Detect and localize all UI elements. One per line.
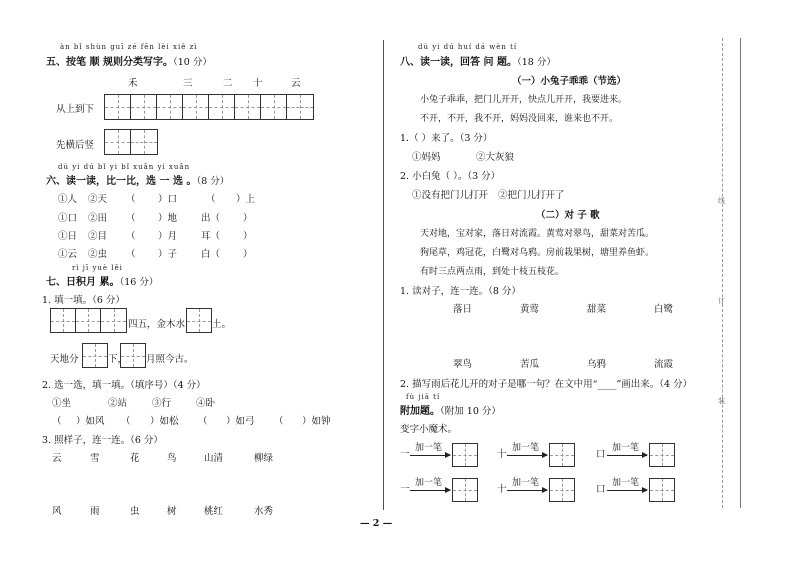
poem1-title: （一）小兔子乖乖（节选） bbox=[512, 76, 627, 87]
q7-opt-1: ①坐 bbox=[52, 398, 72, 409]
binding-solid-line bbox=[740, 38, 741, 508]
q5-row2-label: 先横后竖 bbox=[56, 140, 95, 151]
q8-sub2-opt1: ①没有把门儿打开 bbox=[412, 190, 489, 201]
q7-sub1-text2a: 天地分 bbox=[50, 354, 79, 365]
q7-bottom-2[interactable]: 雨 bbox=[90, 506, 100, 517]
q8-sub4: 2. 描写雨后花儿开的对子是哪一句？在文中用“____”画出来。（4 分） bbox=[400, 379, 693, 390]
q7-sub1: 1. 填一填。（6 分） bbox=[42, 295, 125, 306]
bonus-char-6: 口 bbox=[596, 484, 606, 495]
q7-blank-4[interactable]: （ bbox=[274, 416, 284, 427]
q5-char-4: 十 bbox=[253, 78, 263, 89]
poem1-line-2: 不开，不开，我不开，妈妈没回来，谁来也不开。 bbox=[420, 114, 619, 124]
q8-top-3[interactable]: 甜菜 bbox=[587, 304, 607, 315]
q6-row3-b: ②目 bbox=[88, 231, 108, 242]
q7-sub1-box4[interactable] bbox=[120, 343, 146, 368]
bonus-box-4[interactable] bbox=[452, 478, 478, 502]
q6-row3-a: ①日 bbox=[58, 231, 78, 242]
q7-top-5[interactable]: 山清 bbox=[204, 453, 224, 464]
q7-blank-1-text: ）如风 bbox=[76, 416, 105, 427]
q6-row4-paren2[interactable]: ） bbox=[243, 249, 253, 260]
q8-bottom-1[interactable]: 翠鸟 bbox=[453, 359, 473, 370]
q7-top-6[interactable]: 柳绿 bbox=[254, 453, 274, 464]
q7-title: 七、日积月 累。（16 分） bbox=[46, 277, 159, 288]
q8-sub2: 2. 小白兔（ ）。（3 分） bbox=[400, 171, 501, 182]
q6-row2-paren[interactable]: （ bbox=[126, 213, 136, 224]
q6-row4-b: ②虫 bbox=[88, 249, 108, 260]
q7-sub1-text2c: 月照今古。 bbox=[146, 354, 194, 365]
q7-sub3: 3. 照样子，连一连。（6 分） bbox=[42, 435, 163, 446]
q6-title: 六、读一读，比一比，选 一 选 。（8 分） bbox=[46, 176, 230, 187]
bonus-char-1: 一 bbox=[400, 449, 410, 460]
column-divider bbox=[383, 40, 384, 510]
q7-top-4[interactable]: 鸟 bbox=[167, 453, 177, 464]
q8-bottom-4[interactable]: 流霞 bbox=[654, 359, 674, 370]
bonus-box-6[interactable] bbox=[649, 478, 675, 502]
poem2-title: （二）对 子 歌 bbox=[536, 210, 600, 221]
arrow-icon bbox=[410, 455, 450, 456]
q6-row2-a: ①口 bbox=[58, 213, 78, 224]
q7-blank-4-text: ）如钟 bbox=[302, 416, 331, 427]
q6-row2-b: ②田 bbox=[88, 213, 108, 224]
bonus-label-2: 加一笔 bbox=[512, 443, 540, 453]
q6-row4-word2: 白（ bbox=[201, 249, 221, 260]
bonus-subtitle: 变字小魔术。 bbox=[400, 424, 458, 435]
q8-bottom-2[interactable]: 苦瓜 bbox=[520, 359, 540, 370]
q5-pinyin: àn bǐ shùn guī zé fēn lèi xiě zì bbox=[60, 43, 198, 51]
q6-row4-word: ）子 bbox=[158, 249, 178, 260]
bonus-box-1[interactable] bbox=[452, 443, 478, 467]
q7-bottom-5[interactable]: 桃红 bbox=[204, 506, 224, 517]
q7-sub1-text1-end: 土。 bbox=[212, 319, 232, 330]
q5-char-1: 禾 bbox=[128, 78, 138, 89]
q7-bottom-4[interactable]: 树 bbox=[167, 506, 177, 517]
q8-sub1-opt1: ①妈妈 bbox=[412, 152, 441, 163]
bonus-char-5: 十 bbox=[497, 484, 507, 495]
q5-char-3: 二 bbox=[223, 78, 233, 89]
q7-opt-3: ③行 bbox=[152, 398, 172, 409]
q7-opt-2: ②站 bbox=[108, 398, 128, 409]
q5-title: 五、按笔 顺 规则分类写字。（10 分） bbox=[46, 57, 212, 68]
margin-mark-1: 线 bbox=[718, 197, 725, 205]
margin-mark-3: 装 bbox=[718, 397, 725, 405]
q8-sub2-opt2: ②把门儿打开了 bbox=[498, 190, 565, 201]
q7-top-2[interactable]: 雪 bbox=[90, 453, 100, 464]
bonus-box-5[interactable] bbox=[549, 478, 575, 502]
q7-bottom-3[interactable]: 虫 bbox=[130, 506, 140, 517]
q5-row2-boxes[interactable] bbox=[104, 129, 158, 155]
bonus-box-2[interactable] bbox=[549, 443, 575, 467]
q8-pinyin: dú yi dú huí dá wèn tí bbox=[418, 43, 518, 51]
q6-pinyin: dú yi dú bǐ yi bǐ xuǎn yi xuǎn bbox=[58, 163, 191, 171]
q7-sub1-box3[interactable] bbox=[82, 343, 108, 368]
q7-sub1-box2[interactable] bbox=[186, 308, 212, 333]
q6-row2-word: ）地 bbox=[158, 213, 178, 224]
arrow-icon bbox=[607, 455, 647, 456]
q8-sub3: 1. 读对子，连一连。（8 分） bbox=[400, 286, 521, 297]
q7-sub1-text2b: 下， bbox=[108, 354, 128, 365]
binding-dotted-line bbox=[722, 38, 723, 508]
bonus-box-3[interactable] bbox=[649, 443, 675, 467]
q7-sub1-boxes1[interactable] bbox=[50, 308, 127, 333]
bonus-char-4: 一 bbox=[400, 484, 410, 495]
q7-bottom-1[interactable]: 风 bbox=[52, 506, 62, 517]
q7-sub2: 2. 选一选，填一填。（填序号）（4 分） bbox=[42, 380, 206, 391]
q6-row4-a: ①云 bbox=[58, 249, 78, 260]
arrow-icon bbox=[607, 490, 647, 491]
q6-row2-word2: 出（ bbox=[201, 213, 221, 224]
q7-bottom-6[interactable]: 水秀 bbox=[254, 506, 274, 517]
q6-row2-paren2[interactable]: ） bbox=[243, 213, 253, 224]
q6-row1-paren[interactable]: （ bbox=[126, 194, 136, 205]
bonus-char-3: 口 bbox=[596, 449, 606, 460]
q8-top-2[interactable]: 黄莺 bbox=[520, 304, 540, 315]
q8-top-1[interactable]: 落日 bbox=[453, 304, 473, 315]
q5-char-2: 三 bbox=[183, 78, 193, 89]
q6-row1-b: ②天 bbox=[88, 194, 108, 205]
q8-sub1-opt2: ②大灰狼 bbox=[476, 152, 515, 163]
q7-top-1[interactable]: 云 bbox=[52, 453, 62, 464]
q6-row1-a: ①人 bbox=[58, 194, 78, 205]
poem2-line-2: 狗尾草，鸡冠花，白鹭对乌鸦。房前栽果树，塘里养鱼虾。 bbox=[420, 248, 655, 258]
bonus-label-1: 加一笔 bbox=[415, 443, 443, 453]
q5-row1-boxes[interactable] bbox=[104, 94, 314, 120]
page-number: — 2 — bbox=[360, 518, 393, 529]
margin-mark-2: 订 bbox=[718, 297, 725, 305]
q7-blank-1[interactable]: （ bbox=[52, 416, 62, 427]
bonus-label-5: 加一笔 bbox=[512, 478, 540, 488]
q5-row1-label: 从上到下 bbox=[56, 104, 95, 115]
q6-row1-word: ）口 bbox=[158, 194, 178, 205]
q6-row3-word: ）月 bbox=[158, 231, 178, 242]
q7-blank-3-text: ）如弓 bbox=[226, 416, 255, 427]
bonus-pinyin: fù jiā tí bbox=[406, 393, 441, 401]
poem2-line-1: 天对地，宝对家，落日对流霞。黄莺对翠鸟，甜菜对苦瓜。 bbox=[420, 229, 655, 239]
q6-row1-paren2[interactable]: （ bbox=[206, 194, 216, 205]
arrow-icon bbox=[410, 490, 450, 491]
q8-top-4[interactable]: 白鹭 bbox=[654, 304, 674, 315]
q6-row3-word2: 耳（ bbox=[201, 231, 221, 242]
arrow-icon bbox=[507, 455, 547, 456]
q6-row1-word2: ）上 bbox=[236, 194, 256, 205]
q8-title: 八、读一读，回答 问 题。（18 分） bbox=[400, 57, 556, 68]
bonus-char-2: 十 bbox=[497, 449, 507, 460]
q7-sub1-text1: 四五，金木水 bbox=[128, 319, 186, 330]
q8-sub1: 1.（ ）来了。（3 分） bbox=[400, 133, 493, 144]
q6-row3-paren[interactable]: （ bbox=[126, 231, 136, 242]
poem1-line-1: 小兔子乖乖，把门儿开开，快点儿开开，我要进来。 bbox=[420, 95, 628, 105]
q5-char-5: 云 bbox=[291, 78, 301, 89]
q7-blank-2[interactable]: （ bbox=[121, 416, 131, 427]
q7-opt-4: ④卧 bbox=[196, 398, 216, 409]
q7-pinyin: rì jī yuè lěi bbox=[72, 264, 123, 272]
bonus-label-4: 加一笔 bbox=[415, 478, 443, 488]
q7-blank-2-text: ）如松 bbox=[150, 416, 179, 427]
bonus-label-6: 加一笔 bbox=[612, 478, 640, 488]
arrow-icon bbox=[507, 490, 547, 491]
q6-row4-paren[interactable]: （ bbox=[126, 249, 136, 260]
bonus-title: 附加题。（附加 10 分） bbox=[400, 406, 501, 417]
poem2-line-3: 有时三点两点雨，到处十枝五枝花。 bbox=[420, 267, 565, 277]
q6-row3-paren2[interactable]: ） bbox=[243, 231, 253, 242]
bonus-label-3: 加一笔 bbox=[612, 443, 640, 453]
q7-blank-3[interactable]: （ bbox=[198, 416, 208, 427]
q8-bottom-3[interactable]: 乌鸦 bbox=[587, 359, 607, 370]
q7-top-3[interactable]: 花 bbox=[130, 453, 140, 464]
